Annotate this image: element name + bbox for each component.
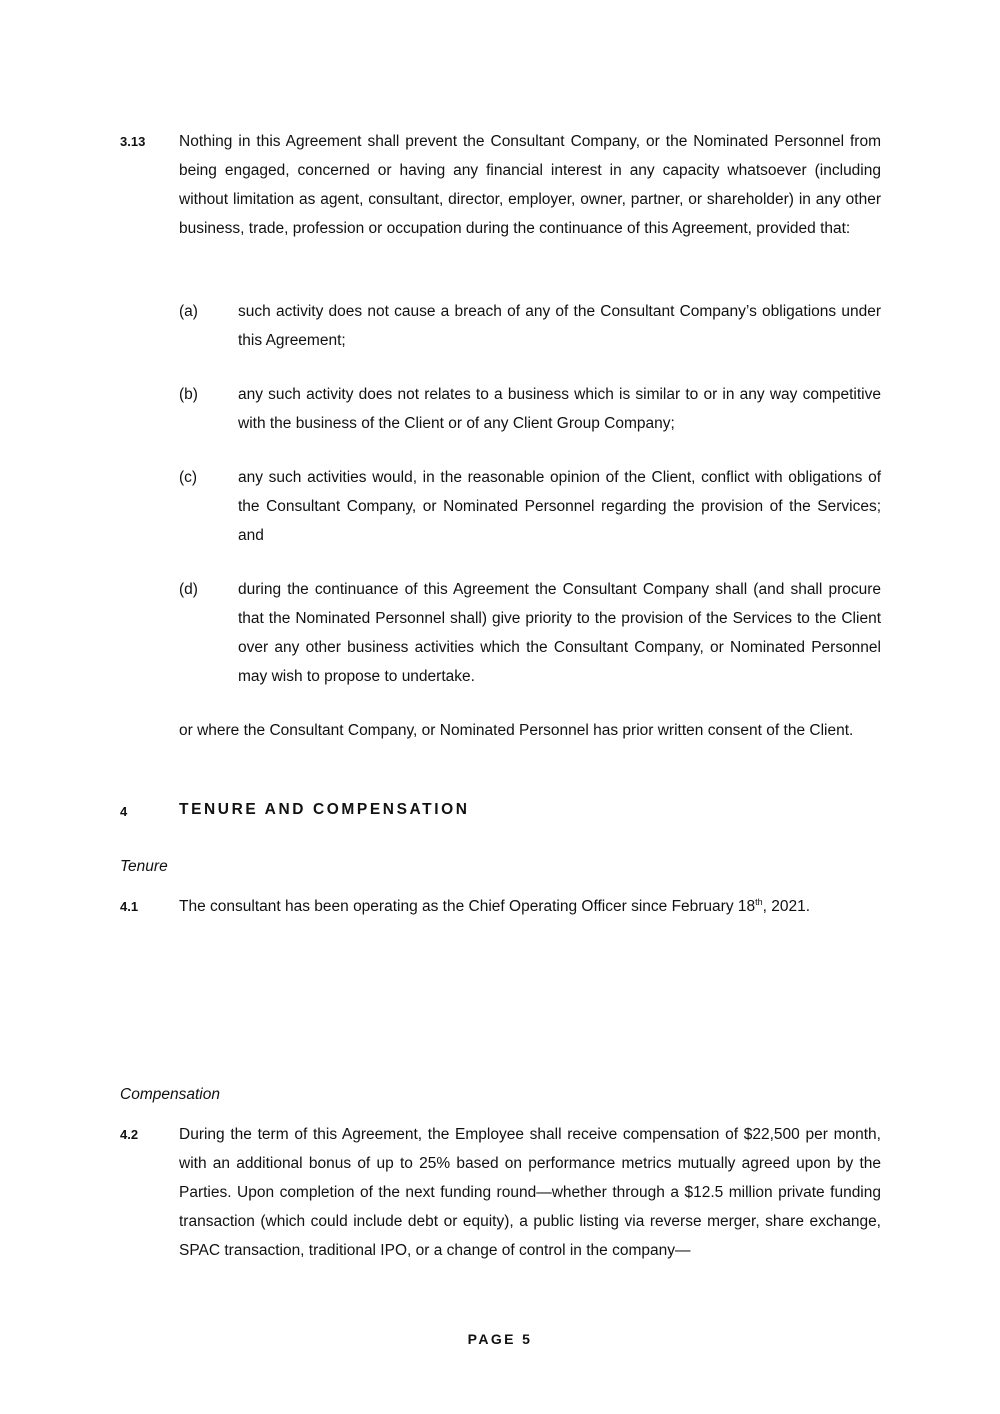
clause-3-13-text: Nothing in this Agreement shall prevent the Consultant Company, or the Nominated Personnel from being engaged, concerned or having any financial interest in any capacity whatsoever (including without limitation as agent, consultant, director, employer, owner, partner, or shareholder) in any other business, trade, profession or occupation during the continuance of this Agreement, provided that: xyxy=(179,133,881,237)
tenure-subheading: Tenure xyxy=(120,858,168,875)
item-text-b: any such activity does not relates to a business which is similar to or in any way competitive with the business of the Client or of any Client Group Company; xyxy=(238,386,881,432)
page-number-footer: PAGE 5 xyxy=(467,1331,533,1347)
clause-number-4-1: 4.1 xyxy=(120,899,139,914)
item-label-c: (c) xyxy=(179,469,198,486)
item-label-d: (d) xyxy=(179,581,198,598)
clause-4-1-text xyxy=(179,892,881,921)
clause-4-1-superscript: th xyxy=(755,896,763,907)
clause-4-1-text-end: , 2021. xyxy=(762,898,811,915)
clause-3-13-closing: or where the Consultant Company, or Nominated Personnel has prior written consent of the Client. xyxy=(179,722,854,739)
clause-4-2-text: During the term of this Agreement, the Employee shall receive compensation of $22,500 per month, with an additional bonus of up to 25% based on performance metrics mutually agreed upon by the Parties. Upon completion of the next funding round—whether through a $12.5 million private funding transaction (which could include debt or equity), a public listing via reverse merger, share exchange, SPAC transaction, traditional IPO, or a change of control in the company— xyxy=(179,1126,881,1259)
item-text-a: such activity does not cause a breach of any of the Consultant Company’s obligations under this Agreement; xyxy=(238,303,881,349)
item-label-a: (a) xyxy=(179,303,198,320)
clause-number-3-13: 3.13 xyxy=(120,134,146,149)
section-heading: TENURE AND COMPENSATION xyxy=(179,801,470,818)
item-text-c: any such activities would, in the reasonable opinion of the Client, conflict with obligations of the Consultant Company, or Nominated Personnel regarding the provision of the Services; and xyxy=(238,469,881,544)
clause-number-4-2: 4.2 xyxy=(120,1127,139,1142)
clause-4-1-text-main: The consultant has been operating as the Chief Operating Officer since February 18 xyxy=(179,898,756,915)
compensation-subheading: Compensation xyxy=(120,1086,220,1103)
item-text-d: during the continuance of this Agreement the Consultant Company shall (and shall procure that the Nominated Personnel shall) give priority to the provision of the Services to the Client over any other business activities which the Consultant Company, or Nominated Personnel may wish to propose to undertake. xyxy=(238,581,881,685)
section-number-4: 4 xyxy=(120,804,128,819)
item-label-b: (b) xyxy=(179,386,198,403)
